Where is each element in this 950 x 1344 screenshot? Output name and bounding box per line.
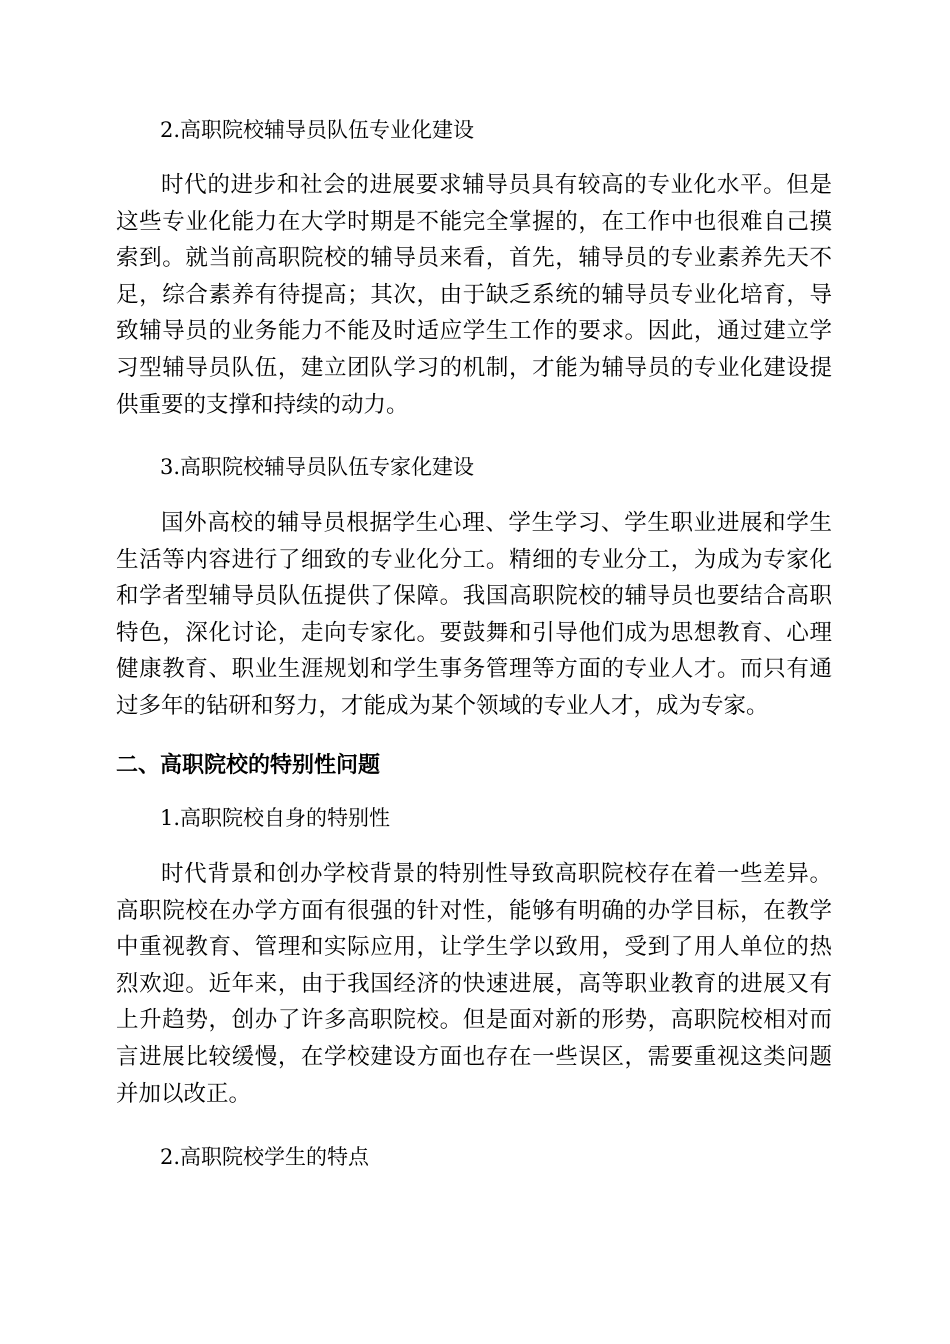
paragraph-professionalization: 时代的进步和社会的进展要求辅导员具有较高的专业化水平。但是这些专业化能力在大学时期是不能完全掌握的，在工作中也很难自己摸索到。就当前高职院校的辅导员来看，首先，辅导员的专业素养先天不足，综合素养有待提高；其次，由于缺乏系统的辅导员专业化培育，导致辅导员的业务能力不能及时适应学生工作的要求。因此，通过建立学习型辅导员队伍，建立团队学习的机制，才能为辅导员的专业化建设提供重要的支撑和持续的动力。: [116, 172, 832, 418]
section-heading: 二、高职院校的特别性问题: [116, 753, 381, 778]
sub-heading-professionalization: 2.高职院校辅导员队伍专业化建设: [160, 118, 475, 142]
sub-heading-school-specialty: 1.高职院校自身的特别性: [160, 806, 391, 830]
paragraph-school-specialty: 时代背景和创办学校背景的特别性导致高职院校存在着一些差异。高职院校在办学方面有很强的针对性，能够有明确的办学目标，在教学中重视教育、管理和实际应用，让学生学以致用，受到了用人单位的热烈欢迎。近年来，由于我国经济的快速进展，高等职业教育的进展又有上升趋势，创办了许多高职院校。但是面对新的形势，高职院校相对而言进展比较缓慢，在学校建设方面也存在一些误区，需要重视这类问题并加以改正。: [116, 861, 832, 1107]
sub-heading-student-traits: 2.高职院校学生的特点: [160, 1145, 370, 1169]
sub-heading-expertization: 3.高职院校辅导员队伍专家化建设: [160, 455, 475, 479]
paragraph-expertization: 国外高校的辅导员根据学生心理、学生学习、学生职业进展和学生生活等内容进行了细致的专业化分工。精细的专业分工，为成为专家化和学者型辅导员队伍提供了保障。我国高职院校的辅导员也要结合高职特色，深化讨论，走向专家化。要鼓舞和引导他们成为思想教育、心理健康教育、职业生涯规划和学生事务管理等方面的专业人才。而只有通过多年的钻研和努力，才能成为某个领域的专业人才，成为专家。: [116, 510, 832, 719]
